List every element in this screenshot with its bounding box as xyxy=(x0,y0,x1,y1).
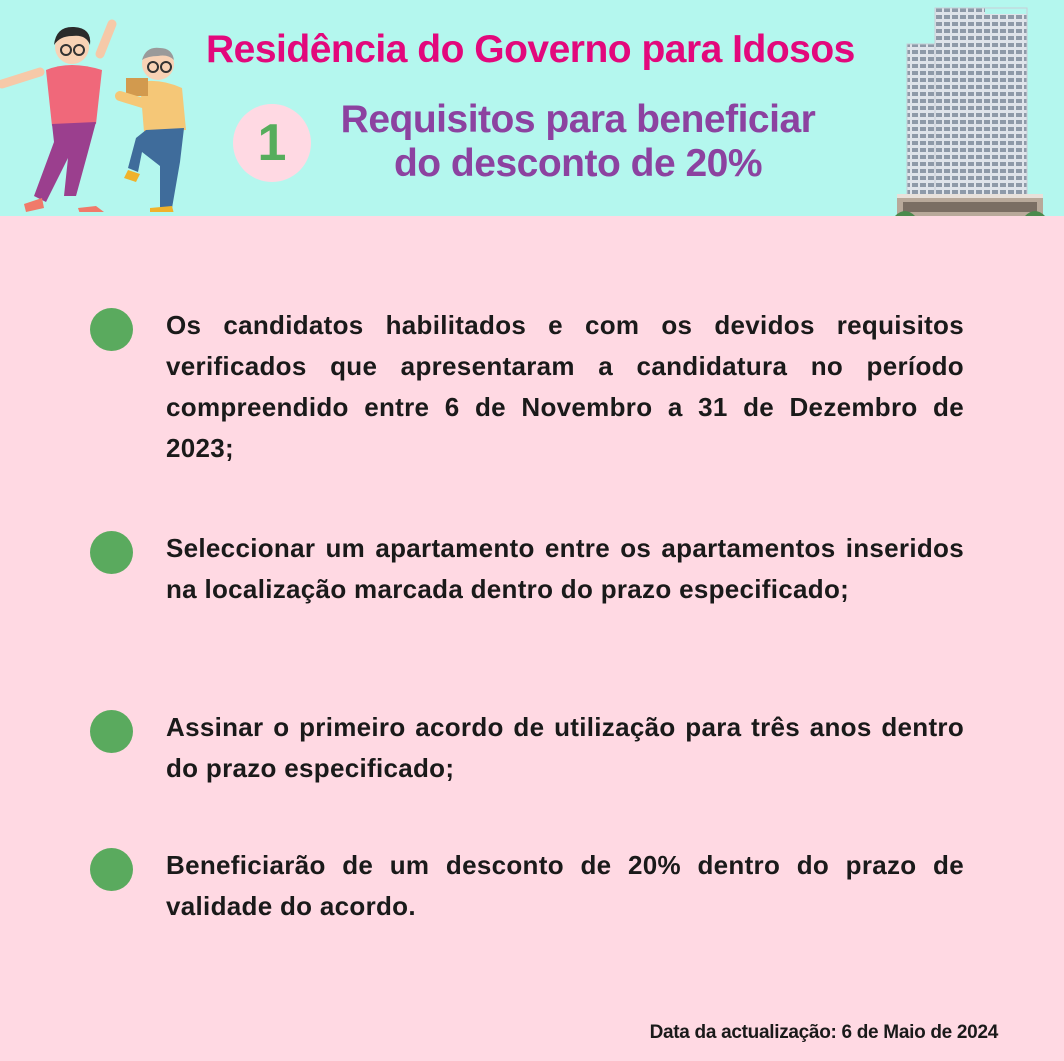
bullet-icon xyxy=(90,710,133,753)
subtitle xyxy=(318,98,838,186)
subtitle-line-1: Requisitos para beneficiar xyxy=(340,98,816,141)
bullet-icon xyxy=(90,531,133,574)
residential-tower-illustration xyxy=(895,0,1045,216)
list-item-text: Assinar o primeiro acordo de utilização para três anos dentro do prazo especificado; xyxy=(166,712,964,783)
header-banner xyxy=(0,0,1064,216)
elderly-couple-illustration xyxy=(0,12,200,212)
subtitle-line-2: do desconto de 20% xyxy=(393,142,763,185)
step-number-badge: 1 xyxy=(233,104,311,182)
list-item-text: Seleccionar um apartamento entre os apartamentos inseridos na localização marcada dentro do prazo especificado; xyxy=(166,533,964,604)
bullet-icon xyxy=(90,308,133,351)
list-item-text: Beneficiarão de um desconto de 20% dentro do prazo de validade do acordo. xyxy=(166,850,964,921)
update-date: Data da actualização: 6 de Maio de 2024 xyxy=(649,1022,998,1043)
list-item-text: Os candidatos habilitados e com os devidos requisitos verificados que apresentaram a candidatura no período compreendido entre 6 de Novembro a 31 de Dezembro de 2023; xyxy=(166,310,964,463)
page-title: Residência do Governo para Idosos xyxy=(206,28,855,71)
bullet-icon xyxy=(90,848,133,891)
